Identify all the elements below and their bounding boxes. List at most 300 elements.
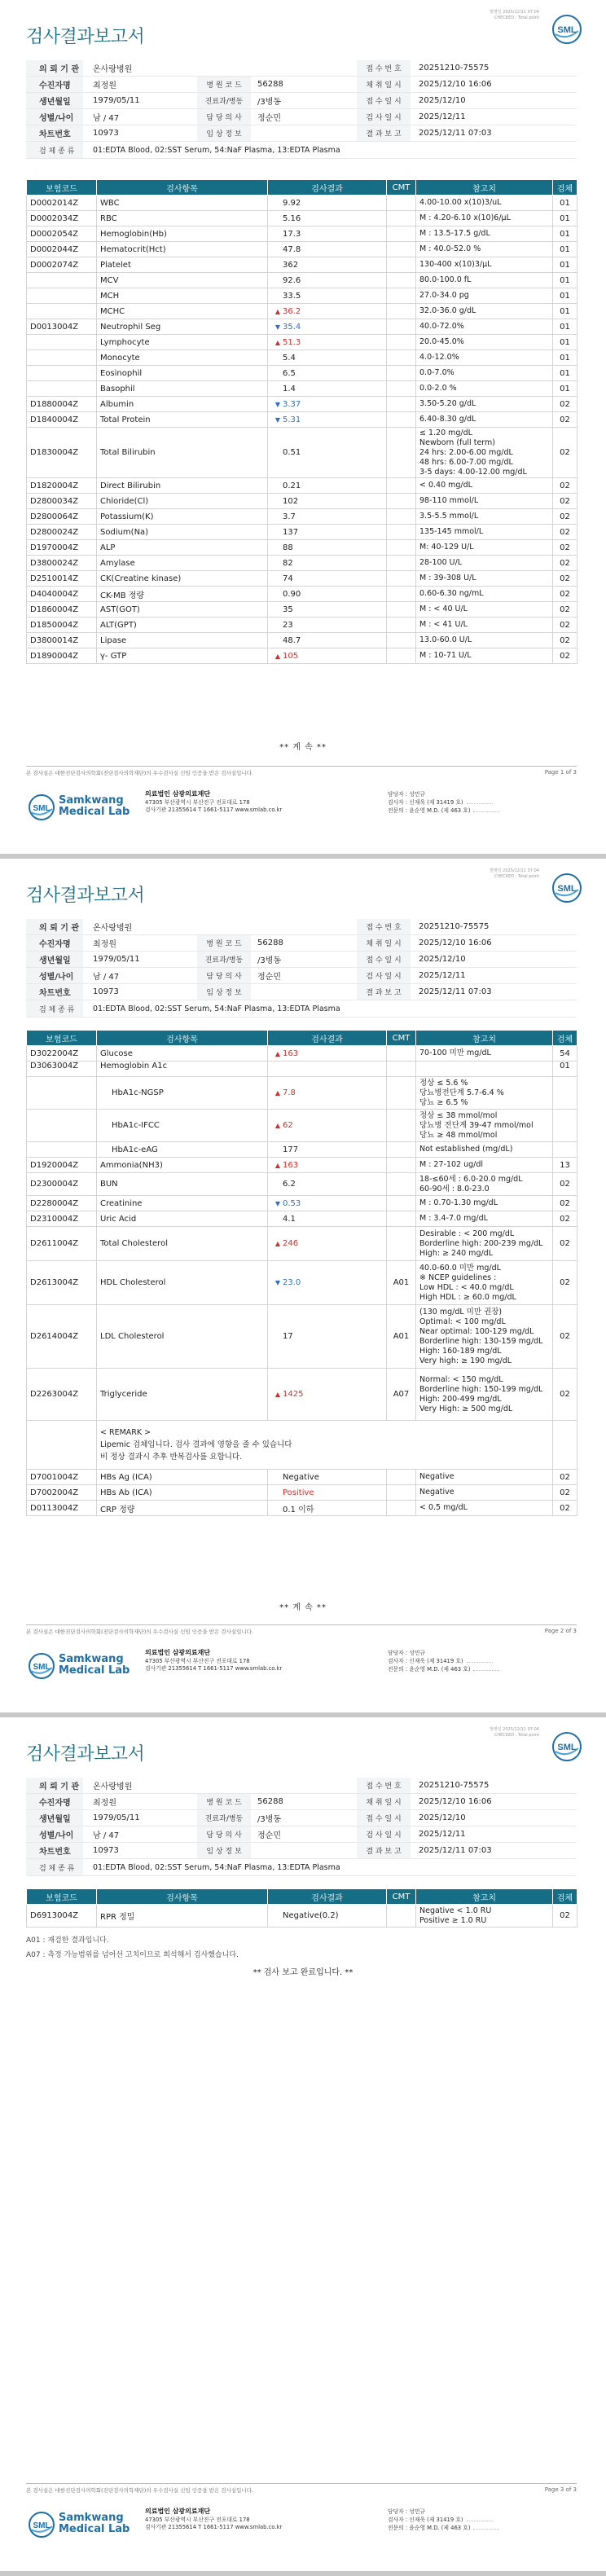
result-row	[27, 1305, 577, 1369]
arrow-down-icon: ▼	[274, 1279, 280, 1286]
collect-value: 2025/12/10 16:06	[419, 80, 492, 89]
cmt-value	[387, 633, 416, 648]
specimen-code: 02	[553, 1261, 577, 1305]
insurance-code: D2614004Z	[27, 1305, 97, 1369]
reference-range: Negative < 1.0 RU Positive ≥ 1.0 RU	[416, 1905, 553, 1928]
result-value: 48.7	[283, 635, 301, 645]
signature-icon	[473, 2524, 499, 2530]
receive-value: 2025/12/10	[419, 955, 466, 964]
result-value: 36.2	[283, 306, 301, 316]
header-cmt: CMT	[387, 1031, 416, 1046]
test-item-name: Albumin	[97, 397, 268, 412]
chart-value: 10973	[93, 129, 119, 138]
result-value: Positive	[283, 1488, 314, 1497]
samkwang-logo	[28, 2508, 130, 2543]
info-row-birth	[26, 952, 577, 968]
reference-range: M : 0.70-1.30 mg/dL	[416, 1196, 553, 1211]
test-item-name: Basophil	[97, 381, 268, 397]
result-row	[27, 525, 577, 540]
test-item-name: Hematocrit(Hct)	[97, 242, 268, 257]
request-no-value: 20251210-75575	[419, 64, 490, 73]
info-row-chart	[26, 984, 577, 1000]
doctor-value: 정순민	[257, 973, 281, 982]
result-value: 23.0	[283, 1278, 301, 1287]
result-row	[27, 1369, 577, 1421]
svg-text:SML: SML	[557, 25, 577, 35]
result-row	[27, 412, 577, 428]
test-item-name: Glucose	[97, 1046, 268, 1062]
arrow-up-icon: ▲	[274, 1161, 280, 1169]
result-value: 246	[283, 1239, 299, 1248]
insurance-code	[27, 1110, 97, 1142]
specimen-code: 02	[553, 1211, 577, 1227]
reference-range: M: 40-129 U/L	[416, 540, 553, 556]
specimen-code: 02	[553, 587, 577, 602]
result-value: 7.8	[283, 1088, 296, 1097]
table-header	[27, 1031, 577, 1046]
birth-value: 1979/05/11	[93, 96, 140, 105]
report-page-2	[0, 859, 606, 1712]
result-cell	[268, 1158, 387, 1173]
sexage-value: 남 / 47	[93, 973, 120, 982]
receive-label: 접 수 일 시	[357, 1810, 411, 1826]
specimen-code: 02	[553, 412, 577, 428]
hospital-code-label: 병 원 코 드	[197, 1794, 251, 1809]
reference-range: < 0.5 mg/dL	[416, 1501, 553, 1516]
test-item-name: HBs Ab (ICA)	[97, 1485, 268, 1501]
insurance-code	[27, 335, 97, 350]
insurance-code: D0002074Z	[27, 257, 97, 273]
result-value: 62	[283, 1121, 293, 1130]
result-row	[27, 196, 577, 211]
footer-divider	[26, 2483, 577, 2484]
result-cell	[268, 1142, 387, 1158]
result-row	[27, 1077, 577, 1110]
insurance-code	[27, 288, 97, 304]
specimen-code: 01	[553, 211, 577, 226]
result-cell	[268, 1046, 387, 1062]
insurance-code: D1880004Z	[27, 397, 97, 412]
reference-range: 20.0-45.0%	[416, 335, 553, 350]
signatures: 담당자 : 성민규 검사자 : 신재욱 (제 31419 호) 전문의 : 윤순영 M.D. (제 463 호)	[388, 2508, 499, 2532]
clinic-label: 임 상 정 보	[197, 125, 251, 141]
reference-range: 정상 ≤ 38 mmol/mol 당뇨병 전단계 39-47 mmol/mol 당뇨 ≥ 48 mmol/mol	[416, 1110, 553, 1142]
header-ref: 참고치	[416, 1889, 553, 1905]
result-cell	[268, 412, 387, 428]
request-no-value: 20251210-75575	[419, 922, 490, 931]
header-cmt: CMT	[387, 1889, 416, 1905]
insurance-code: D0002054Z	[27, 226, 97, 242]
doctor-value: 정순민	[257, 114, 281, 123]
reference-range: 정상 ≤ 5.6 % 당뇨병전단계 5.7-6.4 % 당뇨 ≥ 6.5 %	[416, 1077, 553, 1110]
reference-range: 6.40-8.30 g/dL	[416, 412, 553, 428]
result-value: 1425	[283, 1390, 304, 1399]
insurance-code: D1850004Z	[27, 618, 97, 633]
result-value: 1.4	[283, 384, 296, 393]
cmt-value	[387, 1196, 416, 1211]
header-item: 검사항목	[97, 1889, 268, 1905]
cmt-value	[387, 556, 416, 571]
result-value: 35.4	[283, 322, 301, 332]
cmt-value	[387, 494, 416, 509]
specimen-code: 02	[553, 1173, 577, 1196]
collect-value: 2025/12/10 16:06	[419, 939, 492, 947]
specimen-code: 01	[553, 350, 577, 366]
cmt-value	[387, 478, 416, 494]
test-item-name: Total Protein	[97, 412, 268, 428]
result-cell	[268, 618, 387, 633]
specimen-code: 01	[553, 1062, 577, 1077]
insurance-code: D2310004Z	[27, 1211, 97, 1227]
result-row	[27, 602, 577, 618]
chart-value: 10973	[93, 1846, 119, 1855]
test-item-name: CRP 정량	[97, 1501, 268, 1516]
insurance-code: D4040004Z	[27, 587, 97, 602]
specimen-code	[553, 1077, 577, 1110]
dept-value: /3병동	[257, 1815, 282, 1824]
result-value: 5.16	[283, 213, 301, 223]
specimen-code: 02	[553, 1196, 577, 1211]
test-item-name: ALP	[97, 540, 268, 556]
specimen-code: 02	[553, 494, 577, 509]
insurance-code: D0002034Z	[27, 211, 97, 226]
reference-range: 70-100 미만 mg/dL	[416, 1046, 553, 1062]
sexage-label: 성별/나이	[26, 968, 83, 983]
result-cell	[268, 226, 387, 242]
result-cell	[268, 366, 387, 381]
dept-value: /3병동	[257, 956, 282, 965]
result-row	[27, 397, 577, 412]
result-row	[27, 1142, 577, 1158]
reference-range: 4.0-12.0%	[416, 350, 553, 366]
result-cell	[268, 525, 387, 540]
report-date-value: 2025/12/11 07:03	[419, 129, 492, 138]
result-row	[27, 1501, 577, 1516]
insurance-code	[27, 304, 97, 319]
result-value: 362	[283, 260, 299, 270]
patient-info	[26, 60, 577, 159]
result-cell	[268, 571, 387, 587]
specimen-code	[553, 1142, 577, 1158]
birth-label: 생년월일	[26, 1810, 83, 1826]
cmt-value	[387, 428, 416, 478]
result-cell	[268, 1485, 387, 1501]
specimen-code: 02	[553, 478, 577, 494]
result-cell	[268, 1062, 387, 1077]
result-row	[27, 1485, 577, 1501]
samkwang-logo-icon	[28, 1652, 55, 1680]
result-row	[27, 1196, 577, 1211]
result-row	[27, 226, 577, 242]
info-row-birth	[26, 93, 577, 109]
result-row	[27, 618, 577, 633]
results-table	[26, 179, 577, 664]
result-cell	[268, 196, 387, 211]
dept-value: /3병동	[257, 98, 282, 107]
result-row	[27, 1905, 577, 1928]
result-cell	[268, 242, 387, 257]
result-row	[27, 633, 577, 648]
arrow-down-icon: ▼	[274, 415, 280, 424]
result-cell	[268, 602, 387, 618]
insurance-code	[27, 366, 97, 381]
institution-value: 온사랑병원	[93, 924, 133, 933]
page-number: Page 1 of 3	[544, 769, 577, 776]
sml-logo-icon	[551, 13, 583, 46]
test-date-label: 검 사 일 시	[357, 968, 411, 983]
result-cell	[268, 381, 387, 397]
insurance-code: D1840004Z	[27, 412, 97, 428]
specimen-code: 02	[553, 1305, 577, 1369]
insurance-code: D1830004Z	[27, 428, 97, 478]
test-item-name: ALT(GPT)	[97, 618, 268, 633]
hospital-code-label: 병 원 코 드	[197, 935, 251, 951]
result-cell	[268, 304, 387, 319]
result-value: 82	[283, 558, 293, 568]
arrow-up-icon: ▲	[274, 338, 280, 346]
result-value: 23	[283, 620, 293, 630]
certification-note: 본 검사실은 대한진단검사의학회(진단검사의학재단)의 우수검사실 신임 인증을 받은 검사실입니다.	[26, 770, 254, 776]
signatures: 담당자 : 성민규 검사자 : 신재욱 (제 31419 호) 전문의 : 윤순영 M.D. (제 463 호)	[388, 790, 499, 815]
insurance-code: D0002014Z	[27, 196, 97, 211]
result-value: 0.1 이하	[283, 1505, 314, 1514]
result-row	[27, 509, 577, 525]
report-title: 검사결과보고서	[26, 1744, 145, 1765]
reference-range: M : 13.5-17.5 g/dL	[416, 226, 553, 242]
table-header	[27, 1889, 577, 1905]
result-cell	[268, 494, 387, 509]
cmt-value	[387, 412, 416, 428]
footer-divider	[26, 766, 577, 767]
result-value: 177	[283, 1145, 299, 1154]
test-item-name: RBC	[97, 211, 268, 226]
remark-row	[27, 1421, 577, 1470]
result-value: 163	[283, 1160, 299, 1170]
info-row-specimen	[26, 142, 577, 159]
patient-label: 수진자명	[26, 77, 83, 92]
result-cell	[268, 556, 387, 571]
insurance-code: D2800034Z	[27, 494, 97, 509]
info-row-patient	[26, 77, 577, 93]
report-date-label: 결 과 보 고	[357, 1843, 411, 1858]
cmt-value	[387, 242, 416, 257]
cmt-value	[387, 1142, 416, 1158]
reference-range: 0.60-6.30 ng/mL	[416, 587, 553, 602]
sexage-value: 남 / 47	[93, 1831, 120, 1840]
specimen-value: 01:EDTA Blood, 02:SST Serum, 54:NaF Plasma, 13:EDTA Plasma	[93, 1862, 340, 1872]
insurance-code: D3800024Z	[27, 556, 97, 571]
result-value: 137	[283, 527, 299, 537]
reference-range: M : 10-71 U/L	[416, 648, 553, 664]
test-item-name: Direct Bilirubin	[97, 478, 268, 494]
result-value: 0.21	[283, 481, 301, 490]
svg-text:SML: SML	[33, 804, 50, 813]
reference-range: 3.5-5.5 mmol/L	[416, 509, 553, 525]
chart-label: 차트번호	[26, 125, 83, 141]
reference-range: 18-≤60세 : 6.0-20.0 mg/dL 60-90세 : 8.0-23.0	[416, 1173, 553, 1196]
header-code: 보험코드	[27, 180, 97, 196]
result-row	[27, 571, 577, 587]
info-row-chart	[26, 1843, 577, 1859]
result-row	[27, 1110, 577, 1142]
insurance-code: D6913004Z	[27, 1905, 97, 1928]
result-value: 0.51	[283, 448, 301, 457]
cmt-value	[387, 226, 416, 242]
result-value: 102	[283, 496, 299, 506]
reference-range: 135-145 mmol/L	[416, 525, 553, 540]
insurance-code	[27, 350, 97, 366]
logo-text: Samkwang Medical Lab	[59, 794, 130, 818]
result-cell	[268, 1369, 387, 1421]
request-no-label: 접 수 번 호	[357, 919, 411, 934]
specimen-label: 검 체 종 류	[26, 142, 83, 158]
test-item-name: Neutrophil Seg	[97, 319, 268, 335]
result-value: 17.3	[283, 229, 301, 239]
issue-meta: 발행일 2025/12/11 07:04 CHECKED : Total point	[490, 868, 539, 879]
insurance-code: D2263004Z	[27, 1369, 97, 1421]
result-value: 17	[283, 1332, 293, 1341]
specimen-code: 02	[553, 540, 577, 556]
cmt-value	[387, 1046, 416, 1062]
signatures: 담당자 : 성민규 검사자 : 신재욱 (제 31419 호) 전문의 : 윤순영 M.D. (제 463 호)	[388, 1649, 499, 1673]
test-item-name: Platelet	[97, 257, 268, 273]
specimen-code: 02	[553, 602, 577, 618]
test-item-name: Sodium(Na)	[97, 525, 268, 540]
samkwang-logo-icon	[28, 2511, 55, 2539]
samkwang-logo	[28, 790, 130, 826]
arrow-down-icon: ▼	[274, 323, 280, 331]
report-page-1	[0, 0, 606, 854]
insurance-code: D2800064Z	[27, 509, 97, 525]
reference-range: 32.0-36.0 g/dL	[416, 304, 553, 319]
test-date-value: 2025/12/11	[419, 1830, 466, 1839]
specimen-code: 01	[553, 366, 577, 381]
result-row	[27, 1227, 577, 1261]
logo-text: Samkwang Medical Lab	[59, 2512, 130, 2535]
insurance-code: D0002044Z	[27, 242, 97, 257]
header-ref: 참고치	[416, 1031, 553, 1046]
reference-range: < 0.40 mg/dL	[416, 478, 553, 494]
info-row-institution	[26, 1778, 577, 1794]
test-item-name: γ- GTP	[97, 648, 268, 664]
patient-info	[26, 1778, 577, 1876]
institution-label: 의 뢰 기 관	[26, 919, 83, 934]
birth-value: 1979/05/11	[93, 955, 140, 964]
signature-icon	[467, 2516, 493, 2521]
institution-label: 의 뢰 기 관	[26, 60, 83, 76]
result-value: 88	[283, 543, 293, 552]
result-row	[27, 288, 577, 304]
insurance-code: D2613004Z	[27, 1261, 97, 1305]
reference-range: 130-400 x(10)3/µL	[416, 257, 553, 273]
dept-label: 진료과/병동	[197, 1810, 251, 1826]
test-item-name: Hemoglobin A1c	[97, 1062, 268, 1077]
lab-info: 의료법인 삼광의료재단 47305 부산광역시 부산진구 전포대로 178 검사기관 21355614 T 1661-5117 www.smlab.co.kr	[145, 1649, 283, 1672]
result-cell	[268, 1173, 387, 1196]
test-item-name: Total Cholesterol	[97, 1227, 268, 1261]
insurance-code	[27, 1142, 97, 1158]
test-item-name: Creatinine	[97, 1196, 268, 1211]
hospital-code-value: 56288	[257, 1797, 283, 1806]
result-row	[27, 1158, 577, 1173]
insurance-code: D1860004Z	[27, 602, 97, 618]
svg-text:SML: SML	[557, 1743, 577, 1752]
report-end-marker: ** 검사 보고 완료입니다. **	[253, 1968, 354, 1977]
info-row-sexage	[26, 968, 577, 984]
result-cell	[268, 1905, 387, 1928]
result-cell	[268, 1196, 387, 1211]
result-row	[27, 494, 577, 509]
reference-range: 80.0-100.0 fL	[416, 273, 553, 288]
result-cell	[268, 397, 387, 412]
info-row-institution	[26, 919, 577, 935]
result-value: 5.31	[283, 415, 301, 424]
dept-label: 진료과/병동	[197, 93, 251, 108]
specimen-code: 02	[553, 428, 577, 478]
report-title: 검사결과보고서	[26, 27, 145, 47]
test-date-label: 검 사 일 시	[357, 1826, 411, 1842]
cmt-value	[387, 509, 416, 525]
sexage-value: 남 / 47	[93, 114, 120, 123]
insurance-code: D0013004Z	[27, 319, 97, 335]
cmt-value	[387, 1173, 416, 1196]
result-row	[27, 366, 577, 381]
result-value: 51.3	[283, 337, 301, 347]
specimen-code: 01	[553, 319, 577, 335]
receive-value: 2025/12/10	[419, 96, 466, 105]
specimen-code: 01	[553, 288, 577, 304]
test-item-name: Potassium(K)	[97, 509, 268, 525]
result-value: 33.5	[283, 291, 301, 301]
info-row-chart	[26, 125, 577, 142]
result-row	[27, 335, 577, 350]
insurance-code: D2510014Z	[27, 571, 97, 587]
result-value: 9.92	[283, 198, 301, 208]
sexage-label: 성별/나이	[26, 1826, 83, 1842]
insurance-code: D0113004Z	[27, 1501, 97, 1516]
info-row-sexage	[26, 1826, 577, 1843]
result-cell	[268, 1261, 387, 1305]
patient-value: 최정원	[93, 1799, 116, 1808]
specimen-code: 01	[553, 242, 577, 257]
request-no-label: 접 수 번 호	[357, 60, 411, 76]
result-row	[27, 304, 577, 319]
birth-label: 생년월일	[26, 93, 83, 108]
specimen-code: 01	[553, 335, 577, 350]
result-row	[27, 1261, 577, 1305]
note-a01: A01 : 재검한 결과입니다.	[26, 1936, 109, 1945]
collect-label: 채 취 일 시	[357, 1794, 411, 1809]
test-item-name: RPR 정밀	[97, 1905, 268, 1928]
cmt-value	[387, 1501, 416, 1516]
header-item: 검사항목	[97, 180, 268, 196]
insurance-code: D2280004Z	[27, 1196, 97, 1211]
specimen-code: 13	[553, 1158, 577, 1173]
specimen-code: 02	[553, 1369, 577, 1421]
test-date-value: 2025/12/11	[419, 971, 466, 980]
cmt-value	[387, 211, 416, 226]
test-item-name: CK(Creatine kinase)	[97, 571, 268, 587]
result-cell	[268, 1211, 387, 1227]
institution-value: 온사랑병원	[93, 1783, 133, 1791]
reference-range: 3.50-5.20 g/dL	[416, 397, 553, 412]
cmt-value	[387, 1227, 416, 1261]
header-item: 검사항목	[97, 1031, 268, 1046]
reference-range: 40.0-60.0 미만 mg/dL ※ NCEP guidelines : Low HDL : < 40.0 mg/dL High HDL : ≥ 60.0 mg/dL	[416, 1261, 553, 1305]
hospital-code-label: 병 원 코 드	[197, 77, 251, 92]
insurance-code: D7001004Z	[27, 1470, 97, 1485]
arrow-down-icon: ▼	[274, 1199, 280, 1207]
